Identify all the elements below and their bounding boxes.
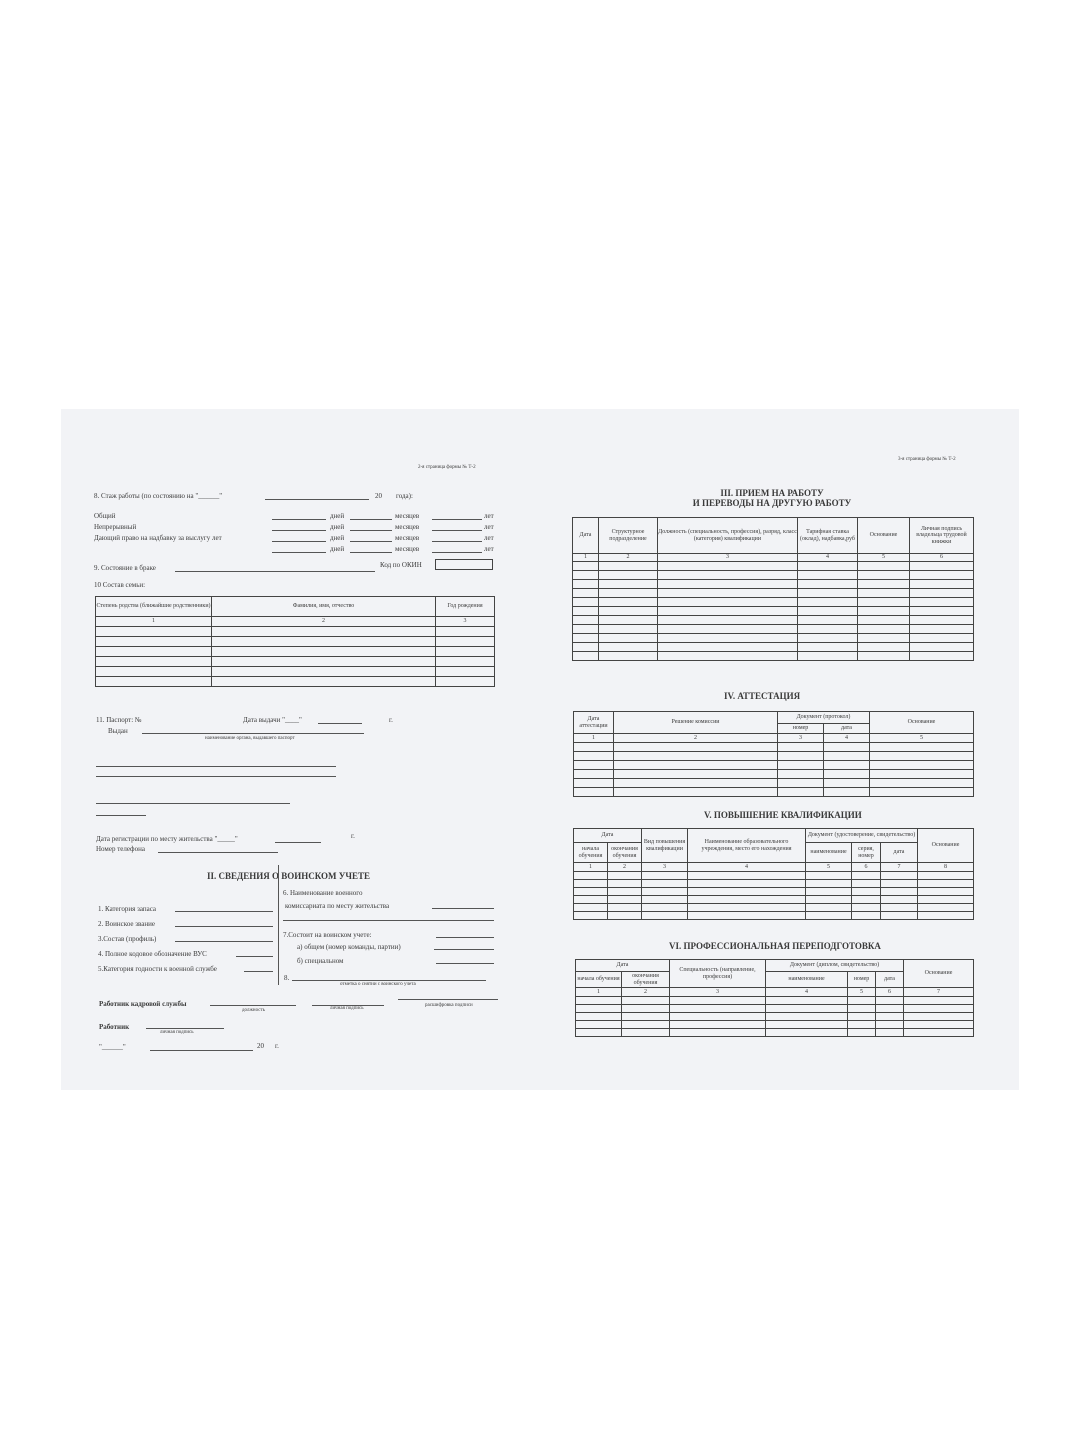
employment-header: Дата <box>573 518 599 554</box>
qualification-subheader: серия, номер <box>852 843 881 863</box>
employment-table <box>572 517 974 661</box>
deregistration-line[interactable] <box>292 980 486 981</box>
stazh-years-unit: лет <box>484 534 494 542</box>
table-row[interactable] <box>573 634 974 643</box>
issue-year-mark: г. <box>389 716 393 724</box>
hr-worker-label: Работник кадровой службы <box>99 1000 187 1008</box>
table-row[interactable] <box>574 743 974 752</box>
table-row[interactable] <box>576 1021 974 1029</box>
section2-title: II. СВЕДЕНИЯ О ВОИНСКОМ УЧЕТЕ <box>207 871 370 881</box>
employment-col-number: 2 <box>599 554 658 562</box>
table-row[interactable] <box>573 571 974 580</box>
family-table <box>95 596 495 687</box>
item8-date-line[interactable] <box>265 499 369 500</box>
employment-header: Тарифная ставка (оклад), надбавка,руб <box>798 518 858 554</box>
sign-date-day: "______" <box>99 1043 126 1051</box>
item6-line1: 6. Наименование военного <box>283 889 363 897</box>
table-row[interactable] <box>576 1013 974 1021</box>
right-page-header: 3-я страница формы № Т-2 <box>898 457 956 462</box>
special-line[interactable] <box>436 963 494 964</box>
stazh-months-line[interactable] <box>350 552 392 553</box>
stazh-months-line[interactable] <box>350 541 392 542</box>
qualification-header: Дата <box>574 829 642 843</box>
retraining-col-number: 6 <box>876 988 904 997</box>
okin-label: Код по ОКИН <box>380 561 422 569</box>
stazh-months-unit: месяцев <box>395 545 420 553</box>
family-header-name: Фамилия, имя, отчество <box>212 597 436 617</box>
attestation-subheader: дата <box>824 724 870 734</box>
qualification-header: Документ (удостоверение, свидетельство) <box>806 829 918 843</box>
left-page-header: 2-я страница формы № Т-2 <box>418 465 476 470</box>
stazh-years-unit: лет <box>484 523 494 531</box>
military-line[interactable] <box>236 956 273 957</box>
issue-date-label: Дата выдачи "____" <box>243 716 302 724</box>
military-item: 5.Категория годности к военной службе <box>98 965 217 973</box>
qualification-col-number: 3 <box>642 863 688 872</box>
table-row[interactable] <box>96 627 495 637</box>
attestation-header: Решение комиссии <box>614 712 778 734</box>
item8-year-suffix: года): <box>396 492 413 500</box>
section4-title: IV. АТТЕСТАЦИЯ <box>724 691 801 701</box>
military-line[interactable] <box>244 971 273 972</box>
qualification-col-number: 7 <box>881 863 918 872</box>
item6-line2: комиссариата по месту жительства <box>285 902 390 910</box>
worker-label: Работник <box>99 1023 130 1031</box>
table-row[interactable] <box>573 589 974 598</box>
hr-decode-line[interactable] <box>398 999 498 1000</box>
military-line[interactable] <box>175 926 273 927</box>
cap-decode: расшифровка подписи <box>425 1003 473 1008</box>
table-row[interactable] <box>96 647 495 657</box>
employment-col-number: 1 <box>573 554 599 562</box>
deregistration-caption: отметка о снятии с воинского учета <box>340 982 416 987</box>
stazh-years-line[interactable] <box>432 552 482 553</box>
phone-label: Номер телефона <box>96 845 145 853</box>
military-item: 1. Категория запаса <box>98 905 157 913</box>
qualification-col-number: 2 <box>608 863 642 872</box>
retraining-subheader: номер <box>848 972 876 988</box>
table-row[interactable] <box>574 904 974 912</box>
item7-label: 7.Состоит на воинском учете: <box>283 931 372 939</box>
table-row[interactable] <box>576 1029 974 1037</box>
qualification-header: Вид повышения квалификации <box>642 829 688 863</box>
issued-by-line[interactable] <box>142 733 364 734</box>
stazh-months-unit: месяцев <box>395 534 420 542</box>
family-col-number: 3 <box>436 617 495 627</box>
item7b-label: б) специальном <box>297 957 344 965</box>
retraining-subheader: наименование <box>766 972 848 988</box>
team-number-line[interactable] <box>434 949 494 950</box>
stazh-days-unit: дней <box>330 534 345 542</box>
passport-extra-line[interactable] <box>96 803 290 804</box>
table-row[interactable] <box>574 880 974 888</box>
stazh-days-line[interactable] <box>272 530 326 531</box>
registration-year-mark: г. <box>351 832 355 840</box>
retraining-subheader: окончания обучения <box>622 972 670 988</box>
military-line[interactable] <box>175 941 273 942</box>
employment-header: Основание <box>858 518 910 554</box>
table-row[interactable] <box>574 912 974 920</box>
table-row[interactable] <box>96 677 495 687</box>
table-row[interactable] <box>574 779 974 788</box>
item10-label: 10 Состав семьи: <box>94 581 146 589</box>
stazh-days-line[interactable] <box>272 519 326 520</box>
okin-code-box[interactable] <box>435 559 493 570</box>
section2-divider <box>278 865 279 985</box>
stazh-days-line[interactable] <box>272 541 326 542</box>
table-row[interactable] <box>574 761 974 770</box>
marital-status-line[interactable] <box>175 571 375 572</box>
sign-year-suffix: г. <box>275 1042 279 1050</box>
table-row[interactable] <box>574 770 974 779</box>
table-row[interactable] <box>574 788 974 797</box>
attestation-table <box>573 711 974 797</box>
section5-title: V. ПОВЫШЕНИЕ КВАЛИФИКАЦИИ <box>704 810 862 820</box>
passport-extra-line[interactable] <box>96 776 336 777</box>
table-row[interactable] <box>576 997 974 1005</box>
stazh-row-continuous: Непрерывный <box>94 523 137 531</box>
table-row[interactable] <box>573 652 974 661</box>
attestation-col-number: 5 <box>870 734 974 743</box>
table-row[interactable] <box>573 607 974 616</box>
attestation-header: Документ (протокол) <box>778 712 870 724</box>
section3-title-line1: III. ПРИЕМ НА РАБОТУ <box>720 488 824 498</box>
attestation-header: Дата аттестации <box>574 712 614 734</box>
attestation-header: Основание <box>870 712 974 734</box>
item7a-label: а) общем (номер команды, партии) <box>297 943 401 951</box>
stazh-days-unit: дней <box>330 512 345 520</box>
military-item: 2. Воинское звание <box>98 920 155 928</box>
military-line[interactable] <box>175 911 273 912</box>
family-col-number: 1 <box>96 617 212 627</box>
qualification-header: Наименование образовательного учреждения, место его нахождения <box>688 829 806 863</box>
passport-extra-line[interactable] <box>96 766 336 767</box>
stazh-years-unit: лет <box>484 512 494 520</box>
qualification-col-number: 1 <box>574 863 608 872</box>
retraining-col-number: 4 <box>766 988 848 997</box>
attestation-subheader: номер <box>778 724 824 734</box>
section6-title: VI. ПРОФЕССИОНАЛЬНАЯ ПЕРЕПОДГОТОВКА <box>669 941 881 951</box>
table-row[interactable] <box>576 1005 974 1013</box>
stazh-years-line[interactable] <box>432 541 482 542</box>
qualification-header: Основание <box>918 829 974 863</box>
employment-header: Должность (специальность, профессия), разряд, класс (категория) квалификации <box>658 518 798 554</box>
stazh-months-unit: месяцев <box>395 512 420 520</box>
qualification-col-number: 4 <box>688 863 806 872</box>
family-header-relation: Степень родства (ближайшие родственники) <box>96 597 212 617</box>
stazh-years-line[interactable] <box>432 519 482 520</box>
phone-line[interactable] <box>158 852 278 853</box>
retraining-header: Специальность (направление, профессия) <box>670 960 766 988</box>
military-item: 3.Состав (профиль) <box>98 935 157 943</box>
retraining-col-number: 1 <box>576 988 622 997</box>
table-row[interactable] <box>574 888 974 896</box>
issued-by-label: Выдан <box>108 727 128 735</box>
table-row[interactable] <box>574 872 974 880</box>
retraining-header: Основание <box>904 960 974 988</box>
table-row[interactable] <box>574 752 974 761</box>
cap-signature: личная подпись <box>330 1006 364 1011</box>
item8-year-prefix: 20 <box>375 492 382 500</box>
retraining-col-number: 7 <box>904 988 974 997</box>
employment-col-number: 4 <box>798 554 858 562</box>
retraining-subheader: дата <box>876 972 904 988</box>
retraining-col-number: 3 <box>670 988 766 997</box>
sign-date-line[interactable] <box>150 1050 253 1051</box>
stazh-months-line[interactable] <box>350 530 392 531</box>
qualification-col-number: 6 <box>852 863 881 872</box>
cap-worker-signature: личная подпись <box>160 1030 194 1035</box>
table-row[interactable] <box>573 616 974 625</box>
military-item: 4. Полное кодовое обозначение ВУС <box>98 950 207 958</box>
family-col-number: 2 <box>212 617 436 627</box>
qualification-subheader: дата <box>881 843 918 863</box>
qualification-subheader: окончания обучения <box>608 843 642 863</box>
qualification-col-number: 5 <box>806 863 852 872</box>
qualification-subheader: начала обучения <box>574 843 608 863</box>
retraining-table <box>575 959 974 1037</box>
table-row[interactable] <box>574 896 974 904</box>
retraining-col-number: 5 <box>848 988 876 997</box>
cap-position: должность <box>242 1008 265 1013</box>
attestation-col-number: 2 <box>614 734 778 743</box>
employment-col-number: 5 <box>858 554 910 562</box>
stazh-row-bonus: Дающий право на надбавку за выслугу лет <box>94 534 222 542</box>
table-row[interactable] <box>573 580 974 589</box>
attestation-col-number: 1 <box>574 734 614 743</box>
qualification-col-number: 8 <box>918 863 974 872</box>
item8-label: 8. Стаж работы (по состоянию на "______" <box>94 492 223 500</box>
issue-date-line[interactable] <box>318 723 362 724</box>
commissariat-line[interactable] <box>432 908 494 909</box>
sign-year-prefix: 20 <box>257 1042 264 1050</box>
registration-date-line[interactable] <box>275 842 321 843</box>
stazh-days-unit: дней <box>330 545 345 553</box>
retraining-header: Документ (диплом, свидетельство) <box>766 960 904 972</box>
employment-header: Структурное подразделение <box>599 518 658 554</box>
item8-military-label: 8. <box>284 974 290 982</box>
registration-line[interactable] <box>436 937 494 938</box>
section3-title <box>672 488 872 509</box>
commissariat-line[interactable] <box>283 920 494 921</box>
stazh-days-unit: дней <box>330 523 345 531</box>
section3-title-line2: И ПЕРЕВОДЫ НА ДРУГУЮ РАБОТУ <box>692 498 852 509</box>
employment-header: Личная подпись владельца трудовой книжки <box>910 518 974 554</box>
employment-col-number: 3 <box>658 554 798 562</box>
stazh-months-line[interactable] <box>350 519 392 520</box>
item9-label: 9. Состояние в браке <box>94 564 156 572</box>
worker-signature-line[interactable] <box>146 1028 224 1029</box>
table-row[interactable] <box>573 598 974 607</box>
table-row[interactable] <box>96 667 495 677</box>
qualification-table <box>573 828 974 920</box>
retraining-subheader: начала обучения <box>576 972 622 988</box>
stazh-years-line[interactable] <box>432 530 482 531</box>
retraining-col-number: 2 <box>622 988 670 997</box>
stazh-row-total: Общий <box>94 512 116 520</box>
registration-label: Дата регистрации по месту жительства "_____" <box>96 835 238 843</box>
table-row[interactable] <box>573 643 974 652</box>
retraining-header: Дата <box>576 960 670 972</box>
table-row[interactable] <box>573 625 974 634</box>
stazh-days-line[interactable] <box>272 552 326 553</box>
attestation-col-number: 4 <box>824 734 870 743</box>
stazh-months-unit: месяцев <box>395 523 420 531</box>
qualification-subheader: наименование <box>806 843 852 863</box>
attestation-col-number: 3 <box>778 734 824 743</box>
table-row[interactable] <box>96 657 495 667</box>
passport-label: 11. Паспорт: № <box>96 716 142 724</box>
issued-by-caption: наименование органа, выдавшего паспорт <box>205 736 295 741</box>
family-header-year: Год рождения <box>436 597 495 617</box>
passport-extra-line[interactable] <box>96 815 146 816</box>
employment-col-number: 6 <box>910 554 974 562</box>
stazh-years-unit: лет <box>484 545 494 553</box>
hr-position-line[interactable] <box>210 1005 296 1006</box>
table-row[interactable] <box>573 562 974 571</box>
table-row[interactable] <box>96 637 495 647</box>
